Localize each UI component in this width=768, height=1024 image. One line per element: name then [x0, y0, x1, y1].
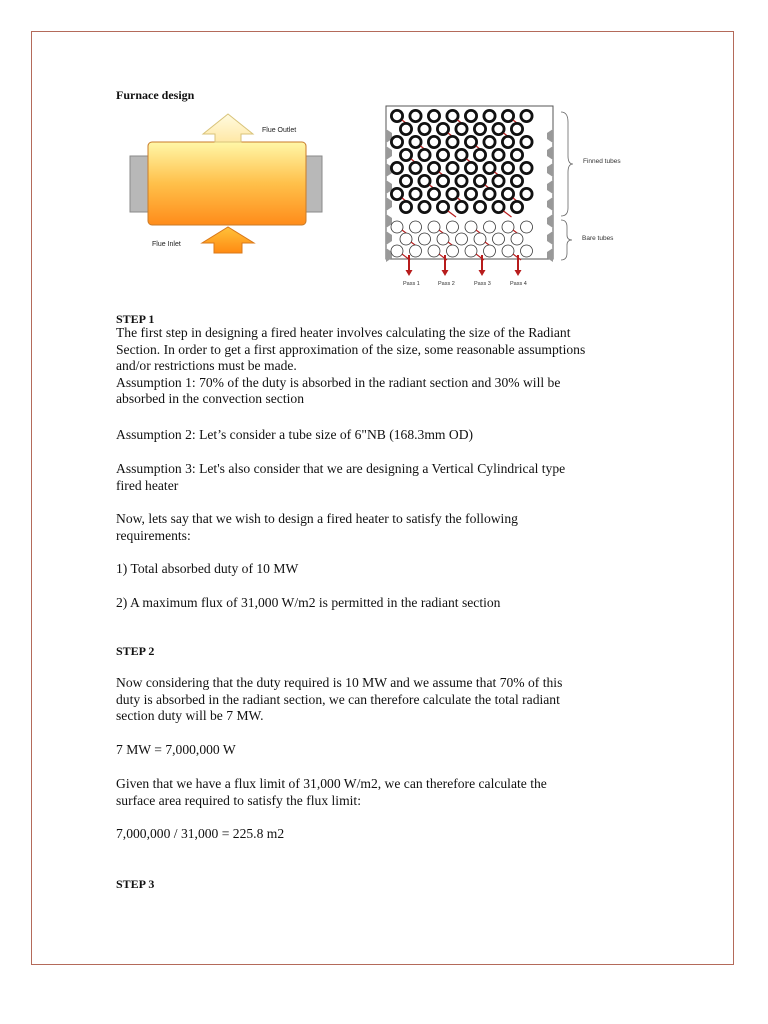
finned-tubes-label: Finned tubes — [583, 158, 621, 165]
bare-tube — [484, 221, 496, 233]
finned-tube-bore — [448, 164, 456, 172]
requirements-intro-line: requirements: — [116, 527, 191, 543]
step2-line: Now considering that the duty required is 10 MW and we assume that 70% of this — [116, 675, 563, 690]
finned-tube-bore — [476, 151, 484, 159]
heater-left-cap — [130, 156, 150, 212]
bare-tube — [511, 233, 523, 245]
finned-tube-bore — [467, 164, 475, 172]
pass-4-label: Pass 4 — [510, 281, 527, 287]
finned-tube-bore — [420, 151, 428, 159]
finned-tube-bore — [467, 190, 475, 198]
step1-line: Assumption 1: 70% of the duty is absorbed in the radiant section and 30% will be — [116, 374, 561, 390]
step2-paragraph — [116, 675, 562, 725]
finned-tube-bore — [494, 177, 502, 185]
finned-tube-bore — [513, 125, 521, 133]
assumption-3-line: fired heater — [116, 477, 179, 493]
bare-tube — [474, 233, 486, 245]
equation-1: 7 MW = 7,000,000 W — [116, 742, 236, 757]
bare-tube — [493, 233, 505, 245]
finned-tube-bore — [485, 164, 493, 172]
finned-tube-bore — [485, 190, 493, 198]
finned-tube-bore — [513, 151, 521, 159]
step1-line: and/or restrictions must be made. — [116, 358, 297, 373]
finned-tube-bore — [402, 151, 410, 159]
requirements-intro-line: Now, lets say that we wish to design a fired heater to satisfy the following — [116, 511, 518, 526]
requirement-1: 1) Total absorbed duty of 10 MW — [116, 561, 299, 576]
flux-line: surface area required to satisfy the flux limit: — [116, 792, 361, 808]
finned-tube-bore — [513, 203, 521, 211]
finned-tube-bore — [504, 190, 512, 198]
flue-inlet-arrow-icon — [202, 227, 254, 253]
bare-tube — [400, 233, 412, 245]
finned-tube-bore — [513, 177, 521, 185]
bare-tube — [502, 245, 514, 257]
finned-tube-bore — [457, 203, 465, 211]
step1-title: STEP 1 — [116, 312, 155, 326]
finned-tube-bore — [494, 125, 502, 133]
finned-tube-bore — [420, 203, 428, 211]
flue-inlet-label: Flue Inlet — [152, 241, 181, 248]
heater-right-cap — [304, 156, 322, 212]
finned-tube-bore — [476, 177, 484, 185]
bare-tube — [465, 245, 477, 257]
section-heading: Furnace design — [116, 88, 195, 102]
assumption-3 — [116, 461, 565, 494]
finned-tube-bore — [504, 164, 512, 172]
bare-tube — [456, 233, 468, 245]
bare-tube — [419, 233, 431, 245]
finned-tube-bore — [457, 125, 465, 133]
flue-outlet-label: Flue Outlet — [262, 127, 297, 134]
finned-tube-bore — [476, 203, 484, 211]
pass-1-label: Pass 1 — [403, 281, 420, 287]
step2-line: duty is absorbed in the radiant section, we can therefore calculate the total radiant — [116, 691, 560, 707]
finned-tube-bore — [430, 190, 438, 198]
pass-arrowhead-icon — [515, 270, 522, 276]
finned-tube-bore — [439, 151, 447, 159]
finned-tube-bore — [420, 177, 428, 185]
requirement-2: 2) A maximum flux of 31,000 W/m2 is permitted in the radiant section — [116, 595, 501, 610]
bare-tube — [428, 221, 440, 233]
fired-heater-figure — [128, 110, 324, 260]
finned-tube-bore — [393, 190, 401, 198]
finned-tube-bore — [494, 203, 502, 211]
step1-line: absorbed in the convection section — [116, 391, 304, 406]
finned-tube-bore — [411, 112, 419, 120]
bare-tube — [521, 221, 533, 233]
equation-2: 7,000,000 / 31,000 = 225.8 m2 — [116, 826, 285, 841]
finned-tube-bore — [504, 112, 512, 120]
bare-tube — [502, 221, 514, 233]
finned-tube-bore — [402, 203, 410, 211]
finned-tube-bore — [430, 164, 438, 172]
pass-arrowhead-icon — [406, 270, 413, 276]
pass-arrowhead-icon — [442, 270, 449, 276]
bare-tubes-label: Bare tubes — [582, 235, 614, 242]
finned-tube-bore — [448, 138, 456, 146]
finned-tube-bore — [467, 112, 475, 120]
tube-bank-figure — [385, 105, 560, 290]
finned-tube-bore — [411, 164, 419, 172]
step2-line: section duty will be 7 MW. — [116, 708, 264, 723]
finned-tube-bore — [476, 125, 484, 133]
finned-tube-bore — [467, 138, 475, 146]
finned-tube-bore — [522, 164, 530, 172]
step1-line: Section. In order to get a first approximation of the size, some reasonable assumptions — [116, 341, 586, 357]
pass-arrowhead-icon — [479, 270, 486, 276]
finned-tube-bore — [522, 190, 530, 198]
requirements-intro — [116, 511, 518, 544]
step1-paragraph — [116, 325, 676, 408]
finned-tube-bore — [457, 177, 465, 185]
brace-lines — [560, 110, 574, 265]
pass-2-label: Pass 2 — [438, 281, 455, 287]
bare-brace-icon — [561, 220, 572, 260]
finned-tube-bore — [448, 190, 456, 198]
finned-brace-icon — [561, 112, 573, 216]
heater-body — [148, 142, 306, 225]
assumption-3-line: Assumption 3: Let's also consider that we are designing a Vertical Cylindrical type — [116, 461, 566, 476]
bare-tube — [428, 245, 440, 257]
bare-tube — [521, 245, 533, 257]
finned-tube-bore — [411, 138, 419, 146]
finned-tube-bore — [402, 125, 410, 133]
bare-tube — [447, 245, 459, 257]
flux-line: Given that we have a flux limit of 31,000 W/m2, we can therefore calculate the — [116, 776, 547, 791]
bare-tube — [484, 245, 496, 257]
finned-tube-bore — [448, 112, 456, 120]
bare-tube — [465, 221, 477, 233]
finned-tube-bore — [439, 177, 447, 185]
bare-tube — [391, 221, 403, 233]
bare-tube — [437, 233, 449, 245]
finned-tube-bore — [430, 112, 438, 120]
finned-tube-bore — [485, 112, 493, 120]
finned-tube-bore — [494, 151, 502, 159]
step2-title: STEP 2 — [116, 644, 155, 658]
finned-tube-bore — [393, 112, 401, 120]
bare-tube — [447, 221, 459, 233]
assumption-2: Assumption 2: Let’s consider a tube size of 6"NB (168.3mm OD) — [116, 427, 474, 442]
bare-tube — [410, 245, 422, 257]
finned-tube-bore — [393, 138, 401, 146]
finned-tube-bore — [485, 138, 493, 146]
finned-tube-bore — [393, 164, 401, 172]
finned-tube-bore — [439, 125, 447, 133]
finned-tube-bore — [439, 203, 447, 211]
pass-3-label: Pass 3 — [474, 281, 491, 287]
flue-outlet-arrow-icon — [203, 114, 253, 142]
bare-tube — [410, 221, 422, 233]
bare-tube — [391, 245, 403, 257]
finned-tube-bore — [522, 112, 530, 120]
finned-tube-bore — [522, 138, 530, 146]
step1-line: The first step in designing a fired heater involves calculating the size of the Radiant — [116, 325, 571, 340]
finned-tube-bore — [457, 151, 465, 159]
finned-tube-bore — [430, 138, 438, 146]
finned-tube-bore — [411, 190, 419, 198]
finned-tube-bore — [504, 138, 512, 146]
step3-title: STEP 3 — [116, 877, 155, 891]
finned-tube-bore — [402, 177, 410, 185]
finned-tube-bore — [420, 125, 428, 133]
flux-paragraph — [116, 776, 547, 809]
